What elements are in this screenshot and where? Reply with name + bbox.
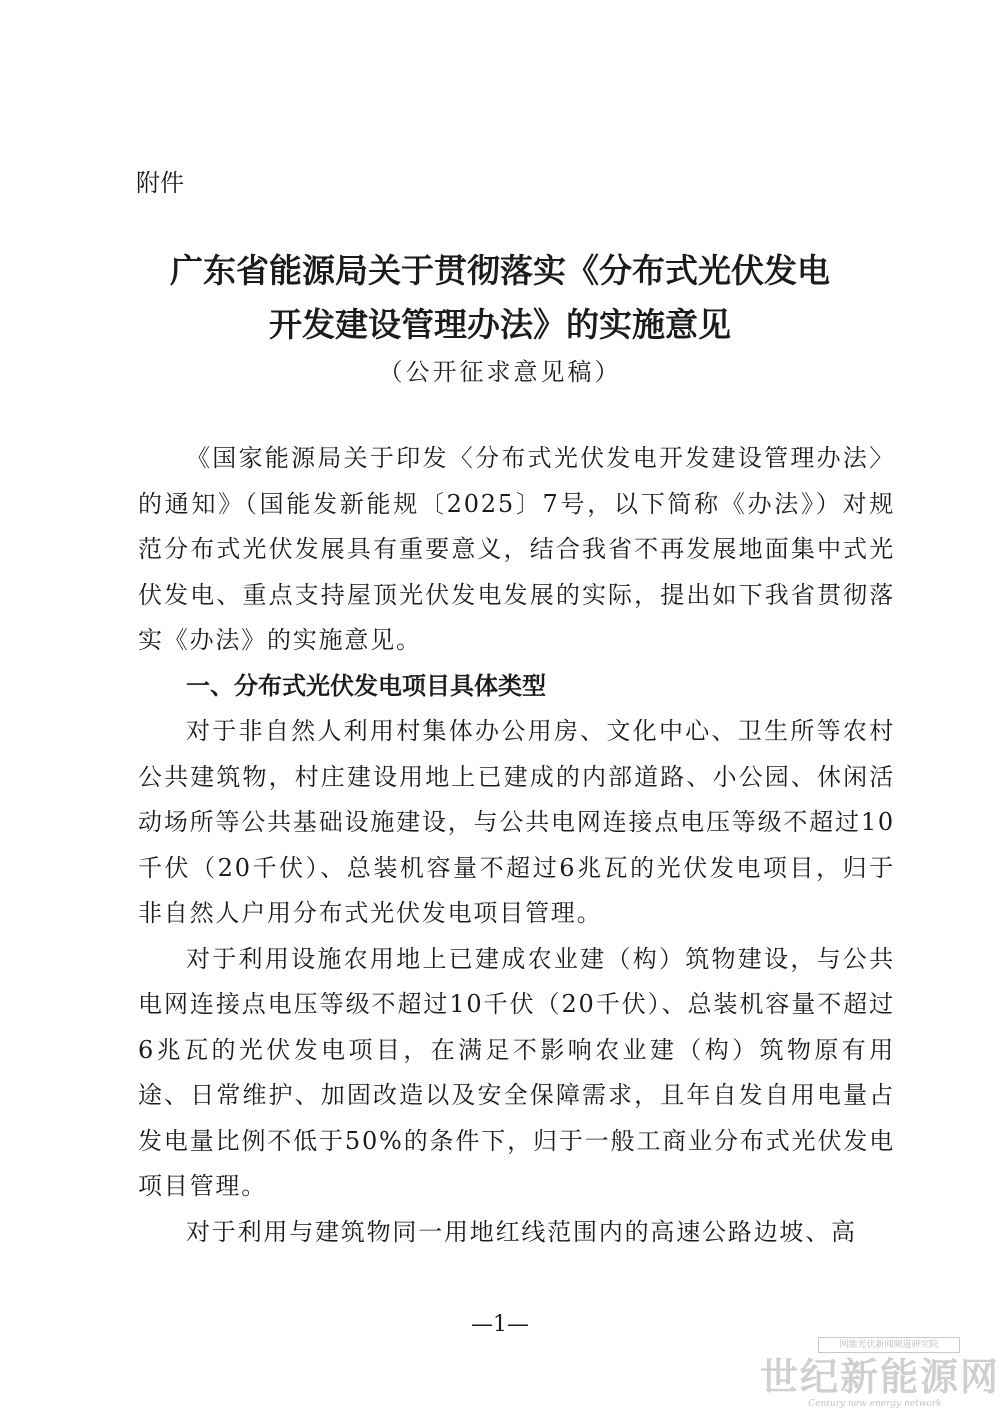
document-title-line1: 广东省能源局关于贯彻落实《分布式光伏发电 xyxy=(170,251,830,290)
section-heading-1: 一、分布式光伏发电项目具体类型 xyxy=(186,671,546,700)
document-subtitle: （公开征求意见稿） xyxy=(378,358,622,386)
paragraph-1: 对于非自然人利用村集体办公用房、文化中心、卫生所等农村公共建筑物，村庄建设用地上已建成的内部道路、小公园、休闲活动场所等公共基础设施建设，与公共电网连接点电压等级不超过10千伏（20千伏）、总装机容量不超过6兆瓦的光伏发电项目，归于非自然人户用分布式光伏发电项目管理。 xyxy=(138,717,895,927)
intro-paragraph: 《国家能源局关于印发〈分布式光伏发电开发建设管理办法〉的通知》（国能发新能规〔2025〕7号，以下简称《办法》）对规范分布式光伏发展具有重要意义，结合我省不再发展地面集中式光伏发电、重点支持屋顶光伏发电发展的实际，提出如下我省贯彻落实《办法》的实施意见。 xyxy=(138,444,895,654)
document-body xyxy=(138,436,895,1255)
page-number: —1— xyxy=(471,1312,529,1337)
annex-label: 附件 xyxy=(136,169,184,197)
paragraph-3: 对于利用与建筑物同一用地红线范围内的高速公路边坡、高 xyxy=(186,1217,857,1246)
document-title-line2: 开发建设管理办法》的实施意见 xyxy=(269,305,731,344)
watermark-subtitle: Century new energy network xyxy=(808,1399,942,1409)
watermark-banner: 网能光伏新闻频道研究院 xyxy=(818,1337,960,1353)
paragraph-2: 对于利用设施农用地上已建成农业建（构）筑物建设，与公共电网连接点电压等级不超过10千伏（20千伏）、总装机容量不超过6兆瓦的光伏发电项目，在满足不影响农业建（构）筑物原有用途、日常维护、加固改造以及安全保障需求，且年自发自用电量占发电量比例不低于50%的条件下，归于一般工商业分布式光伏发电项目管理。 xyxy=(138,944,895,1200)
watermark-logo: 世纪新能源网 xyxy=(760,1354,1000,1399)
